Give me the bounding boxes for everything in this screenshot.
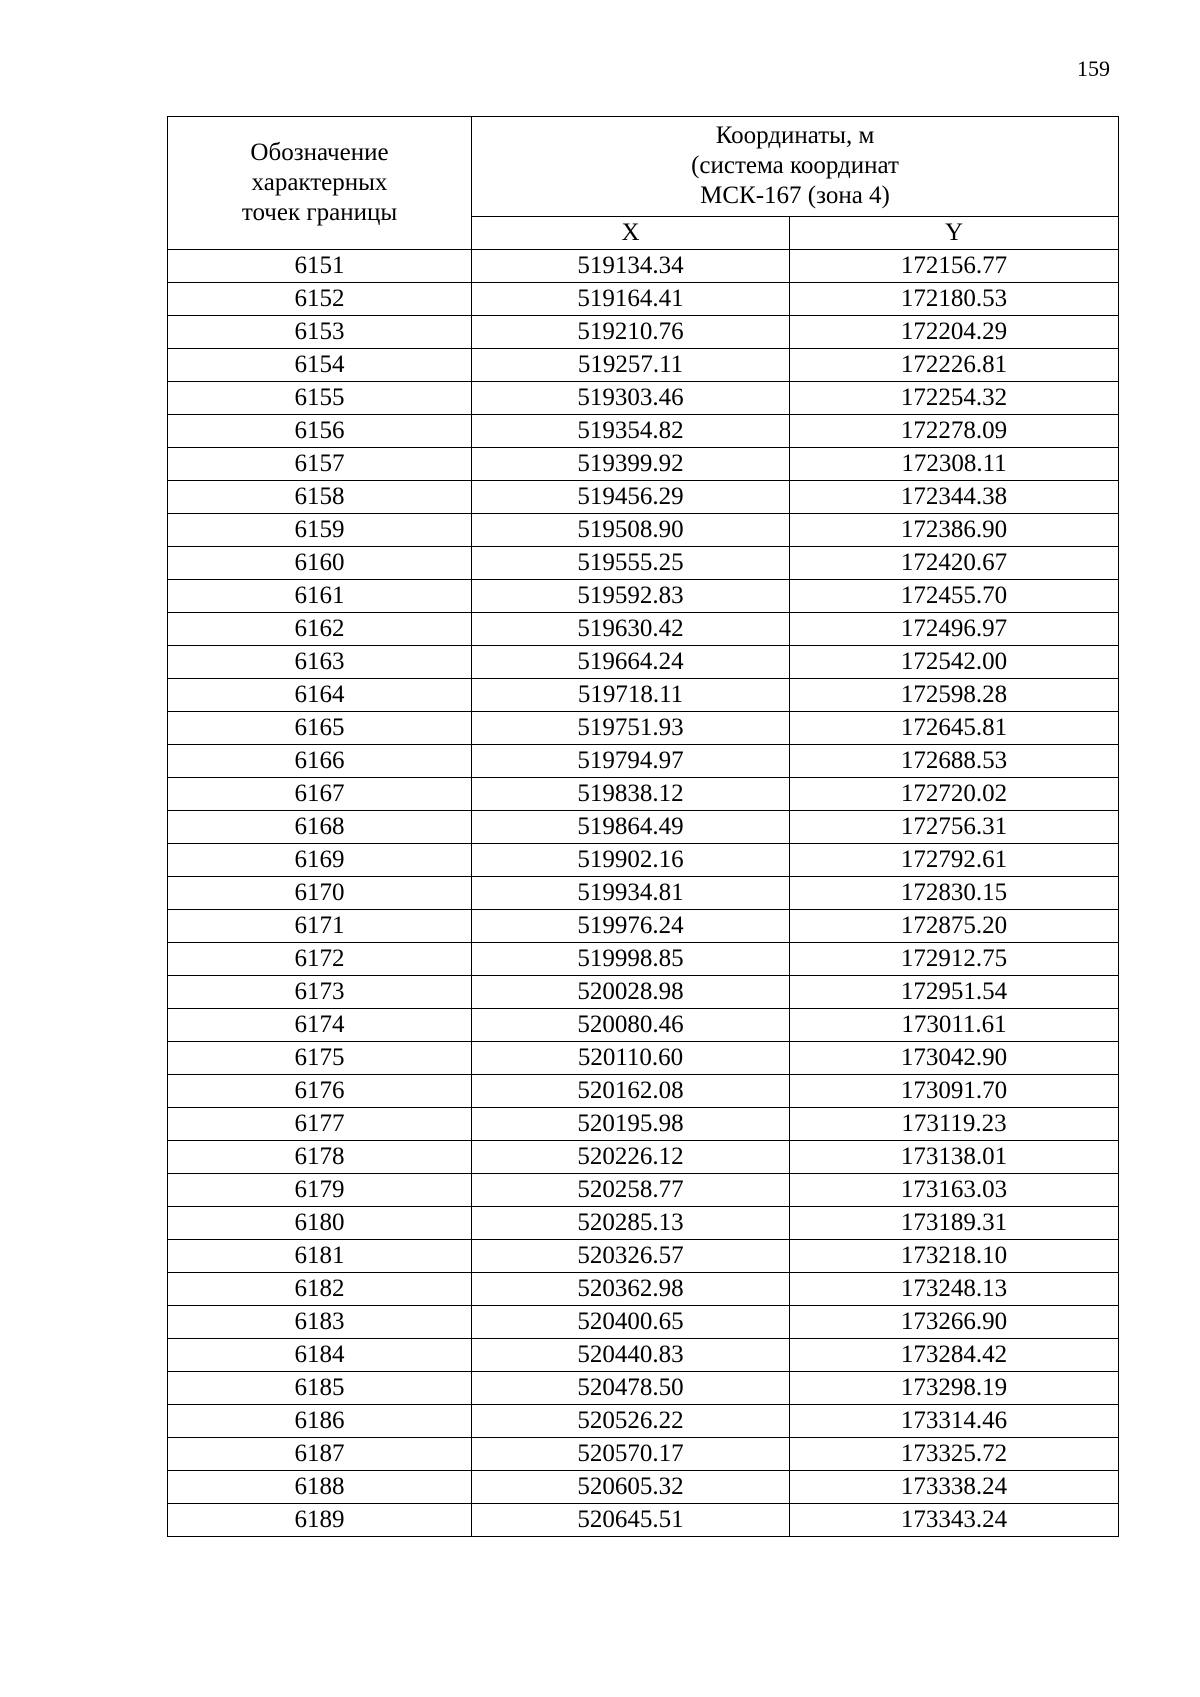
table-row — [168, 1372, 1119, 1405]
table-row — [168, 283, 1119, 316]
y-coordinate-cell: 172875.20 — [790, 910, 1119, 943]
y-coordinate-cell: 172756.31 — [790, 811, 1119, 844]
table-row — [168, 679, 1119, 712]
x-coordinate-cell: 520605.32 — [472, 1471, 790, 1504]
point-cell: 6155 — [168, 382, 472, 415]
x-coordinate-cell: 519592.83 — [472, 580, 790, 613]
point-cell: 6167 — [168, 778, 472, 811]
y-coordinate-cell: 173314.46 — [790, 1405, 1119, 1438]
x-coordinate-cell: 519555.25 — [472, 547, 790, 580]
y-coordinate-cell: 172830.15 — [790, 877, 1119, 910]
x-coordinate-cell: 520080.46 — [472, 1009, 790, 1042]
y-coordinate-cell: 172254.32 — [790, 382, 1119, 415]
y-coordinate-cell: 173248.13 — [790, 1273, 1119, 1306]
x-coordinate-cell: 519751.93 — [472, 712, 790, 745]
table-row — [168, 1207, 1119, 1240]
point-cell: 6152 — [168, 283, 472, 316]
x-coordinate-cell: 519934.81 — [472, 877, 790, 910]
point-cell: 6182 — [168, 1273, 472, 1306]
x-coordinate-cell: 520258.77 — [472, 1174, 790, 1207]
table-row — [168, 1306, 1119, 1339]
y-coordinate-cell: 172542.00 — [790, 646, 1119, 679]
table-row — [168, 613, 1119, 646]
y-coordinate-cell: 173091.70 — [790, 1075, 1119, 1108]
point-cell: 6169 — [168, 844, 472, 877]
y-coordinate-cell: 173042.90 — [790, 1042, 1119, 1075]
point-cell: 6177 — [168, 1108, 472, 1141]
table-row — [168, 1504, 1119, 1537]
point-cell: 6164 — [168, 679, 472, 712]
point-cell: 6168 — [168, 811, 472, 844]
y-coordinate-cell: 173284.42 — [790, 1339, 1119, 1372]
x-coordinate-cell: 520285.13 — [472, 1207, 790, 1240]
table-row — [168, 811, 1119, 844]
y-coordinate-cell: 172386.90 — [790, 514, 1119, 547]
y-coordinate-cell: 173119.23 — [790, 1108, 1119, 1141]
table-body — [168, 250, 1119, 1537]
table-row — [168, 1141, 1119, 1174]
coordinates-table — [167, 116, 1119, 1537]
point-cell: 6176 — [168, 1075, 472, 1108]
x-coordinate-cell: 520195.98 — [472, 1108, 790, 1141]
point-designation-header — [168, 117, 472, 250]
point-cell: 6175 — [168, 1042, 472, 1075]
point-cell: 6178 — [168, 1141, 472, 1174]
point-cell: 6171 — [168, 910, 472, 943]
x-coordinate-cell: 519210.76 — [472, 316, 790, 349]
x-coordinate-cell: 519794.97 — [472, 745, 790, 778]
x-coordinate-cell: 520028.98 — [472, 976, 790, 1009]
x-coordinate-cell: 519630.42 — [472, 613, 790, 646]
y-coordinate-cell: 172156.77 — [790, 250, 1119, 283]
table-row — [168, 316, 1119, 349]
point-cell: 6154 — [168, 349, 472, 382]
table-row — [168, 1438, 1119, 1471]
point-header-line: характерных — [251, 169, 388, 196]
table-row — [168, 1009, 1119, 1042]
point-header-line: точек границы — [241, 199, 398, 226]
page-number: 159 — [1077, 56, 1110, 81]
y-coordinate-cell: 172420.67 — [790, 547, 1119, 580]
y-coordinate-cell: 173343.24 — [790, 1504, 1119, 1537]
y-coordinate-cell: 172720.02 — [790, 778, 1119, 811]
table-row — [168, 415, 1119, 448]
x-coordinate-cell: 519456.29 — [472, 481, 790, 514]
y-coordinate-cell: 172180.53 — [790, 283, 1119, 316]
table-row — [168, 943, 1119, 976]
point-cell: 6157 — [168, 448, 472, 481]
table-row — [168, 250, 1119, 283]
x-coordinate-cell: 520226.12 — [472, 1141, 790, 1174]
table-row — [168, 382, 1119, 415]
x-coordinate-cell: 520326.57 — [472, 1240, 790, 1273]
table-row — [168, 910, 1119, 943]
x-coordinate-cell: 519664.24 — [472, 646, 790, 679]
x-coordinate-cell: 519718.11 — [472, 679, 790, 712]
table-row — [168, 1042, 1119, 1075]
x-coordinate-cell: 519864.49 — [472, 811, 790, 844]
point-cell: 6172 — [168, 943, 472, 976]
x-coordinate-cell: 519838.12 — [472, 778, 790, 811]
y-coordinate-cell: 173011.61 — [790, 1009, 1119, 1042]
x-coordinate-cell: 520400.65 — [472, 1306, 790, 1339]
table-row — [168, 976, 1119, 1009]
point-cell: 6160 — [168, 547, 472, 580]
point-cell: 6173 — [168, 976, 472, 1009]
y-coordinate-cell: 172645.81 — [790, 712, 1119, 745]
x-coordinate-cell: 520478.50 — [472, 1372, 790, 1405]
x-coordinate-cell: 520162.08 — [472, 1075, 790, 1108]
coordinates-group-header — [472, 117, 1119, 217]
y-coordinate-cell: 173138.01 — [790, 1141, 1119, 1174]
y-coordinate-cell: 173338.24 — [790, 1471, 1119, 1504]
x-coordinate-cell: 520526.22 — [472, 1405, 790, 1438]
table-row — [168, 1339, 1119, 1372]
point-cell: 6158 — [168, 481, 472, 514]
table-row — [168, 481, 1119, 514]
point-cell: 6161 — [168, 580, 472, 613]
table-row — [168, 514, 1119, 547]
x-coordinate-cell: 520645.51 — [472, 1504, 790, 1537]
point-cell: 6183 — [168, 1306, 472, 1339]
coords-header-line: (система координат — [691, 152, 899, 180]
table-row — [168, 1240, 1119, 1273]
table-row — [168, 1174, 1119, 1207]
y-coordinate-cell: 173163.03 — [790, 1174, 1119, 1207]
point-cell: 6186 — [168, 1405, 472, 1438]
point-cell: 6159 — [168, 514, 472, 547]
y-coordinate-cell: 172308.11 — [790, 448, 1119, 481]
table-row — [168, 1405, 1119, 1438]
table-row — [168, 1471, 1119, 1504]
x-coordinate-cell: 520570.17 — [472, 1438, 790, 1471]
x-coordinate-cell: 519998.85 — [472, 943, 790, 976]
point-cell: 6179 — [168, 1174, 472, 1207]
table-row — [168, 778, 1119, 811]
point-cell: 6184 — [168, 1339, 472, 1372]
point-cell: 6156 — [168, 415, 472, 448]
x-coordinate-cell: 519902.16 — [472, 844, 790, 877]
x-coordinate-cell: 519508.90 — [472, 514, 790, 547]
y-coordinate-cell: 173298.19 — [790, 1372, 1119, 1405]
x-coordinate-cell: 519134.34 — [472, 250, 790, 283]
y-coordinate-cell: 172278.09 — [790, 415, 1119, 448]
point-cell: 6162 — [168, 613, 472, 646]
x-coordinate-cell: 519976.24 — [472, 910, 790, 943]
y-coordinate-cell: 172951.54 — [790, 976, 1119, 1009]
point-cell: 6165 — [168, 712, 472, 745]
table-row — [168, 448, 1119, 481]
y-coordinate-cell: 172496.97 — [790, 613, 1119, 646]
point-cell: 6151 — [168, 250, 472, 283]
point-cell: 6188 — [168, 1471, 472, 1504]
y-coordinate-cell: 172598.28 — [790, 679, 1119, 712]
x-coordinate-cell: 519303.46 — [472, 382, 790, 415]
point-cell: 6166 — [168, 745, 472, 778]
point-cell: 6174 — [168, 1009, 472, 1042]
x-coordinate-cell: 519164.41 — [472, 283, 790, 316]
y-coordinate-cell: 172226.81 — [790, 349, 1119, 382]
x-coordinate-cell: 520110.60 — [472, 1042, 790, 1075]
y-coordinate-cell: 172344.38 — [790, 481, 1119, 514]
table-row — [168, 844, 1119, 877]
table-row — [168, 349, 1119, 382]
x-column-header: X — [472, 216, 790, 249]
x-coordinate-cell: 519354.82 — [472, 415, 790, 448]
table-row — [168, 1108, 1119, 1141]
point-cell: 6189 — [168, 1504, 472, 1537]
x-coordinate-cell: 520440.83 — [472, 1339, 790, 1372]
y-coordinate-cell: 172455.70 — [790, 580, 1119, 613]
point-header-line: Обозначение — [250, 139, 389, 166]
x-coordinate-cell: 519257.11 — [472, 349, 790, 382]
table-row — [168, 712, 1119, 745]
y-coordinate-cell: 173325.72 — [790, 1438, 1119, 1471]
y-column-header: Y — [790, 216, 1119, 249]
point-cell: 6187 — [168, 1438, 472, 1471]
table-row — [168, 646, 1119, 679]
y-coordinate-cell: 172912.75 — [790, 943, 1119, 976]
point-cell: 6163 — [168, 646, 472, 679]
x-coordinate-cell: 519399.92 — [472, 448, 790, 481]
y-coordinate-cell: 172792.61 — [790, 844, 1119, 877]
y-coordinate-cell: 172204.29 — [790, 316, 1119, 349]
point-cell: 6180 — [168, 1207, 472, 1240]
table-row — [168, 547, 1119, 580]
point-cell: 6185 — [168, 1372, 472, 1405]
point-cell: 6170 — [168, 877, 472, 910]
coords-header-line: МСК-167 (зона 4) — [700, 182, 890, 210]
point-cell: 6181 — [168, 1240, 472, 1273]
y-coordinate-cell: 173266.90 — [790, 1306, 1119, 1339]
table-row — [168, 745, 1119, 778]
y-coordinate-cell: 173189.31 — [790, 1207, 1119, 1240]
point-cell: 6153 — [168, 316, 472, 349]
x-coordinate-cell: 520362.98 — [472, 1273, 790, 1306]
table-row — [168, 1075, 1119, 1108]
table-row — [168, 580, 1119, 613]
coords-header-line: Координаты, м — [715, 122, 875, 150]
table-row — [168, 1273, 1119, 1306]
y-coordinate-cell: 173218.10 — [790, 1240, 1119, 1273]
table-row — [168, 877, 1119, 910]
y-coordinate-cell: 172688.53 — [790, 745, 1119, 778]
